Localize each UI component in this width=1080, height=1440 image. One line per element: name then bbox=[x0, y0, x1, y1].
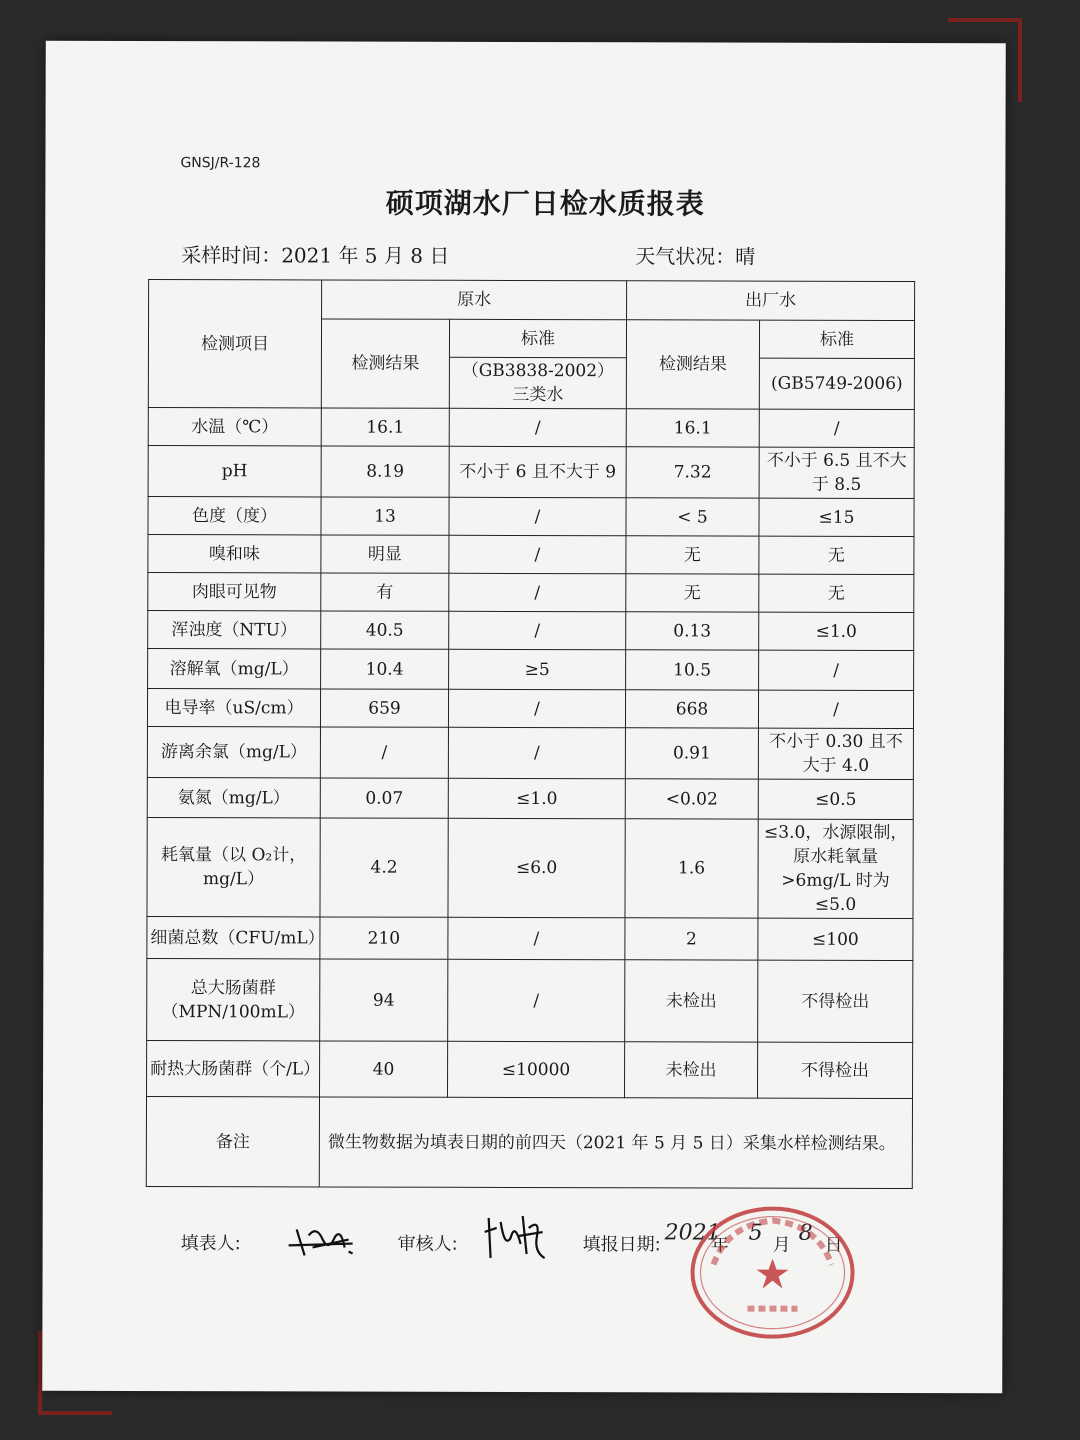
row-item: 色度（度） bbox=[148, 497, 321, 535]
header-raw-water: 原水 bbox=[322, 280, 627, 320]
row-out-result: 无 bbox=[626, 536, 759, 574]
table-row bbox=[147, 818, 913, 919]
date-month-char: 月 bbox=[772, 1234, 791, 1256]
row-out-result: 0.13 bbox=[626, 612, 759, 650]
row-item: 水温（℃） bbox=[148, 408, 321, 446]
row-out-result: <0.02 bbox=[625, 779, 758, 819]
row-raw-result: 16.1 bbox=[321, 408, 449, 446]
row-raw-standard: / bbox=[449, 535, 626, 573]
row-out-result: 0.91 bbox=[625, 728, 758, 779]
row-raw-standard: 不小于 6 且不大于 9 bbox=[449, 446, 626, 497]
date-year: 2021 bbox=[664, 1220, 721, 1246]
row-out-result: 668 bbox=[625, 690, 758, 728]
row-item: 游离余氯（mg/L） bbox=[147, 727, 320, 778]
date-month: 5 bbox=[748, 1220, 763, 1246]
table-row bbox=[147, 917, 913, 961]
row-item: 电导率（uS/cm） bbox=[147, 689, 320, 727]
row-out-result: < 5 bbox=[626, 498, 759, 536]
header-treated-water: 出厂水 bbox=[627, 281, 915, 321]
row-raw-result: 8.19 bbox=[321, 446, 449, 497]
row-out-standard: 不得检出 bbox=[758, 1042, 913, 1098]
row-out-standard: 不小于 6.5 且不大于 8.5 bbox=[759, 447, 914, 498]
row-item: 耐热大肠菌群（个/L） bbox=[147, 1041, 320, 1097]
table-row bbox=[147, 778, 913, 820]
table-row bbox=[148, 649, 914, 691]
filler-signature bbox=[283, 1217, 363, 1261]
row-out-standard: ≤0.5 bbox=[758, 779, 913, 819]
date-year-char: 年 bbox=[710, 1234, 729, 1256]
raw-standard-class: 三类水 bbox=[512, 384, 564, 406]
table-row bbox=[147, 727, 913, 780]
row-raw-result: 4.2 bbox=[320, 818, 448, 917]
row-raw-result: / bbox=[320, 727, 448, 778]
row-raw-standard: / bbox=[449, 408, 626, 446]
row-raw-result: 0.07 bbox=[320, 778, 448, 818]
header-raw-result: 检测结果 bbox=[321, 319, 449, 408]
row-raw-result: 94 bbox=[320, 959, 448, 1041]
row-out-result: 无 bbox=[626, 574, 759, 612]
row-item: 耗氧量（以 O₂计，mg/L） bbox=[147, 818, 320, 917]
row-raw-standard: / bbox=[448, 959, 625, 1041]
official-stamp bbox=[687, 1202, 857, 1342]
row-raw-standard: / bbox=[449, 497, 626, 535]
report-paper bbox=[42, 41, 1006, 1394]
row-raw-result: 210 bbox=[320, 917, 448, 959]
row-out-standard: 无 bbox=[759, 574, 914, 612]
row-raw-result: 40.5 bbox=[321, 611, 449, 649]
row-raw-standard: / bbox=[448, 727, 625, 778]
row-out-result: 2 bbox=[625, 918, 758, 960]
row-raw-result: 10.4 bbox=[321, 649, 449, 689]
header-item: 检测项目 bbox=[148, 280, 321, 408]
row-item: 溶解氧（mg/L） bbox=[148, 649, 321, 689]
date-day-char: 日 bbox=[824, 1234, 843, 1256]
row-raw-standard: / bbox=[448, 917, 625, 959]
row-item: 肉眼可见物 bbox=[148, 573, 321, 611]
row-item: 浑浊度（NTU） bbox=[148, 611, 321, 649]
row-item: 细菌总数（CFU/mL） bbox=[147, 917, 320, 959]
row-out-standard: / bbox=[758, 690, 913, 728]
row-out-result: 10.5 bbox=[626, 650, 759, 690]
row-out-result: 1.6 bbox=[625, 819, 758, 918]
table-row bbox=[147, 1041, 913, 1099]
row-out-standard: 不小于 0.30 且不大于 4.0 bbox=[758, 728, 913, 779]
row-out-standard: 不得检出 bbox=[758, 960, 913, 1042]
row-item: 嗅和味 bbox=[148, 535, 321, 573]
row-out-result: 未检出 bbox=[625, 960, 758, 1042]
row-out-standard: ≤1.0 bbox=[759, 612, 914, 650]
row-item: pH bbox=[148, 446, 321, 497]
row-raw-result: 659 bbox=[320, 689, 448, 727]
water-quality-table bbox=[146, 279, 915, 1189]
table-row bbox=[148, 497, 914, 537]
row-out-standard: ≤15 bbox=[759, 498, 914, 536]
weather-status: 天气状况：晴 bbox=[635, 244, 756, 269]
table-row bbox=[147, 959, 913, 1043]
remark-label: 备注 bbox=[146, 1097, 319, 1187]
row-raw-standard: / bbox=[449, 573, 626, 611]
remark-row bbox=[146, 1097, 912, 1189]
header-raw-standard: 标准 bbox=[449, 319, 626, 357]
row-raw-standard: ≤1.0 bbox=[448, 778, 625, 818]
date-day: 8 bbox=[798, 1220, 813, 1246]
table-row bbox=[148, 446, 914, 499]
row-out-standard: / bbox=[759, 650, 914, 690]
raw-standard-code: （GB3838-2002） bbox=[461, 360, 615, 382]
sample-time: 采样时间：2021 年 5 月 8 日 bbox=[181, 243, 450, 268]
row-item: 总大肠菌群（MPN/100mL） bbox=[147, 959, 320, 1041]
row-out-standard: ≤3.0，水源限制，原水耗氧量>6mg/L 时为≤5.0 bbox=[758, 819, 913, 918]
row-out-standard: / bbox=[759, 409, 914, 447]
header-row-1 bbox=[149, 280, 915, 321]
header-out-standard: 标准 bbox=[759, 320, 914, 358]
row-raw-standard: ≤10000 bbox=[448, 1041, 625, 1097]
reviewer-signature bbox=[483, 1208, 553, 1264]
row-raw-result: 13 bbox=[321, 497, 449, 535]
date-label: 填报日期: bbox=[582, 1234, 661, 1256]
table-row bbox=[148, 573, 914, 613]
remark-text: 微生物数据为填表日期的前四天（2021 年 5 月 5 日）采集水样检测结果。 bbox=[319, 1097, 912, 1189]
document-code: GNSJ/R-128 bbox=[180, 155, 261, 172]
row-out-result: 16.1 bbox=[626, 409, 759, 447]
filler-label: 填表人: bbox=[180, 1233, 241, 1255]
row-raw-standard: / bbox=[448, 689, 625, 727]
row-out-standard: ≤100 bbox=[758, 918, 913, 960]
reviewer-label: 审核人: bbox=[397, 1233, 458, 1255]
row-raw-standard: / bbox=[449, 611, 626, 649]
row-raw-result: 有 bbox=[321, 573, 449, 611]
row-out-result: 未检出 bbox=[625, 1042, 758, 1098]
table-row bbox=[148, 408, 914, 448]
row-raw-result: 40 bbox=[320, 1041, 448, 1097]
row-raw-standard: ≥5 bbox=[449, 649, 626, 689]
row-out-standard: 无 bbox=[759, 536, 914, 574]
row-item: 氨氮（mg/L） bbox=[147, 778, 320, 818]
header-out-standard-code: (GB5749-2006) bbox=[759, 358, 914, 409]
table-row bbox=[148, 535, 914, 575]
row-raw-standard: ≤6.0 bbox=[448, 818, 625, 917]
header-out-result: 检测结果 bbox=[626, 320, 759, 409]
row-raw-result: 明显 bbox=[321, 535, 449, 573]
header-raw-standard-code bbox=[449, 357, 626, 408]
row-out-result: 7.32 bbox=[626, 447, 759, 498]
report-title: 硕项湖水厂日检水质报表 bbox=[385, 186, 705, 221]
table-row bbox=[147, 689, 913, 729]
table-row bbox=[148, 611, 914, 651]
